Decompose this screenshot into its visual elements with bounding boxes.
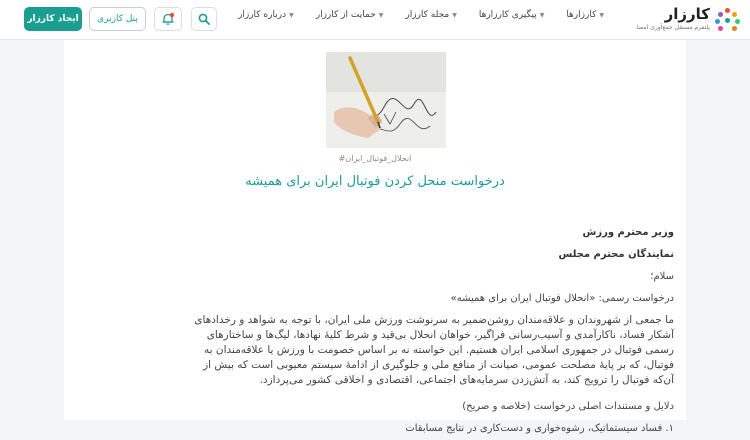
logo-tagline: پلتفرم مستقل جمع‌آوری امضا bbox=[636, 24, 710, 31]
nav-item-follow-up[interactable] bbox=[479, 10, 544, 20]
nav-label: مجله کارزار bbox=[405, 10, 450, 20]
logo[interactable] bbox=[620, 6, 740, 34]
reason-item: ۱. فساد سیستماتیک، رشوه‌خواری و دست‌کاری در نتایج مسابقات bbox=[405, 423, 674, 434]
nav-item-magazine[interactable] bbox=[405, 10, 457, 20]
create-campaign-button[interactable]: ایجاد کارزار bbox=[24, 7, 82, 31]
petition-title: درخواست منحل کردن فوتبال ایران برای همیشه bbox=[245, 174, 505, 189]
paragraph-line: رسمی فوتبال در جمهوری اسلامی ایران هستیم. این خواسته نه بر اساس خصومت با ورزش یا علاقه‌مندان به bbox=[204, 344, 674, 356]
chevron-down-icon: ▼ bbox=[289, 11, 294, 19]
recipient-line: وزیر محترم ورزش bbox=[582, 227, 674, 238]
subject-line: درخواست رسمی: «انحلال فوتبال ایران برای همیشه» bbox=[450, 293, 674, 304]
top-header bbox=[0, 0, 750, 40]
petition-hashtag[interactable]: #انحلال_فوتبال_ایران bbox=[338, 154, 412, 163]
chevron-down-icon: ▼ bbox=[452, 11, 457, 19]
reasons-heading: دلایل و مستندات اصلی درخواست (خلاصه و صریح) bbox=[462, 401, 674, 412]
paragraph-line: آن‌که فوتبال را ترویج کند، به آتش‌زدن سرمایه‌های اجتماعی، اقتصادی و اخلاقی کشور می‌پردازد. bbox=[259, 374, 674, 386]
chevron-down-icon: ▼ bbox=[539, 11, 545, 19]
nav-label: درباره کارزار bbox=[238, 10, 287, 20]
chevron-down-icon: ▼ bbox=[599, 11, 604, 19]
greeting-line: سلام؛ bbox=[650, 271, 674, 282]
search-button[interactable] bbox=[191, 7, 217, 31]
main-nav bbox=[238, 10, 604, 20]
recipient-line: نمایندگان محترم مجلس bbox=[558, 249, 674, 260]
chevron-down-icon: ▼ bbox=[378, 11, 384, 19]
paragraph-line: ما جمعی از شهروندان و علاقه‌مندان روشن‌ضمیر به سرنوشت ورزش ملی ایران، با توجه به شواهد و رخدادهای bbox=[194, 314, 674, 326]
petition-paragraph bbox=[74, 313, 674, 388]
petition-body bbox=[74, 222, 674, 440]
nav-label: پیگیری کارزارها bbox=[478, 10, 537, 20]
notifications-button[interactable] bbox=[154, 7, 182, 31]
logo-name: کارزار bbox=[664, 5, 710, 23]
logo-icon bbox=[714, 8, 740, 34]
nav-item-support[interactable] bbox=[316, 10, 384, 20]
paragraph-line: آشکار فساد، ناکارآمدی و آسیب‌رسانی فراگیر، خواهان انحلال بی‌قید و شرط کلیهٔ نهادها، لیگ‌ها و ساختارهای bbox=[206, 329, 674, 341]
hand-writing-photo bbox=[326, 52, 446, 148]
nav-item-campaigns[interactable] bbox=[566, 10, 604, 20]
nav-label: حمایت از کارزار bbox=[315, 10, 376, 20]
search-icon bbox=[198, 13, 210, 25]
user-panel-button[interactable]: پنل کاربری bbox=[89, 7, 146, 31]
petition-image bbox=[326, 52, 446, 148]
paragraph-line: فوتبال، که بر پایهٔ مصلحت عمومی، صیانت از منافع ملی و جلوگیری از ادامهٔ سیستم معیوبی است که بیش از bbox=[203, 359, 674, 371]
nav-label: کارزارها bbox=[566, 10, 597, 20]
nav-item-about[interactable] bbox=[238, 10, 294, 20]
petition-content bbox=[64, 40, 686, 434]
bell-icon bbox=[161, 12, 175, 26]
